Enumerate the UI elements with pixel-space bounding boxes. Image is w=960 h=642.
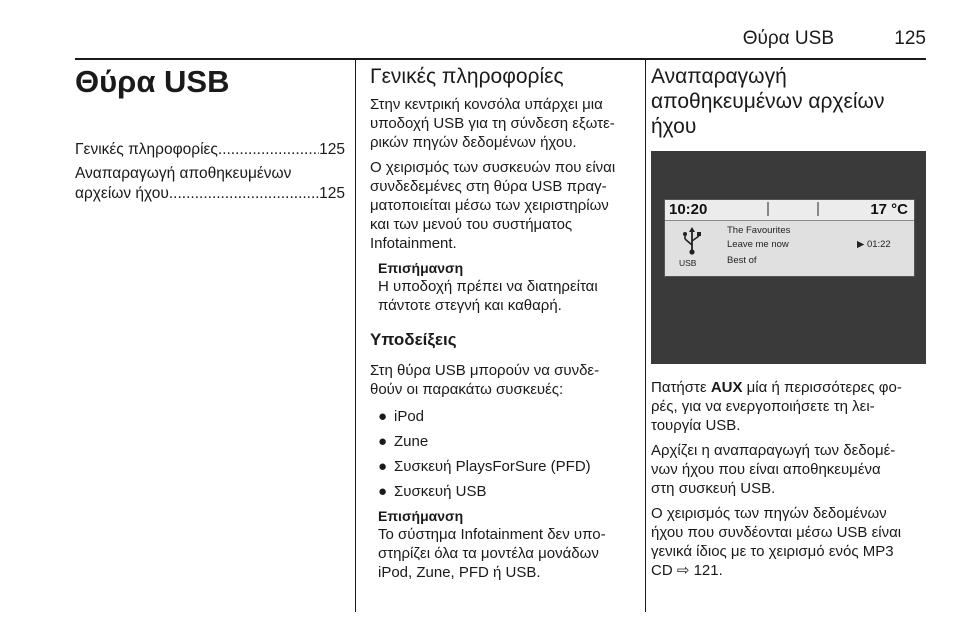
subsection-heading: Υποδείξεις (370, 330, 457, 349)
device-list (370, 407, 635, 501)
source-label: USB (679, 258, 697, 268)
page-number: 125 (894, 28, 926, 49)
list-item: ● Συσκευή PlaysForSure (PFD) (378, 458, 591, 475)
playback-time: ▶ 01:22 (857, 239, 891, 250)
display-screen (664, 199, 915, 277)
column-playback (651, 64, 926, 580)
page-header (75, 24, 926, 60)
page-reference[interactable]: CD ⇨ 121. (651, 562, 723, 579)
chapter-title: Θύρα USB (75, 64, 230, 99)
column-toc (75, 64, 345, 204)
toc-entry-label: αρχείων ήχου (75, 185, 169, 202)
list-item: ● Συσκευή USB (378, 483, 487, 500)
note-box (378, 507, 635, 582)
toc-entry-general[interactable] (75, 140, 345, 160)
note-text: Το σύστημα Infotainment δεν υπο- στηρίζει όλα τα μοντέλα μονάδων iPod, Zune, PFD ή USB. (378, 526, 606, 581)
toc-entry-label: Αναπαραγωγή αποθηκευμένων (75, 165, 292, 182)
paragraph: Στη θύρα USB μπορούν να συνδε- θούν οι παρακάτω συσκευές: (370, 362, 600, 398)
toc-leader-dots (169, 184, 319, 204)
usb-icon (681, 227, 703, 255)
toc-entry-page: 125 (319, 141, 345, 158)
track-list-area (665, 221, 914, 276)
track-item: Best of (727, 255, 757, 266)
note-heading: Επισήμανση (378, 260, 464, 276)
paragraph: Ο χειρισμός των συσκευών που είναι συνδεδεμένες στη θύρα USB πραγ- ματοποιείται μέσω των χειριστηρίων και των μενού του συστήματος Infotainment. (370, 159, 616, 252)
list-item: ● iPod (378, 408, 425, 425)
header-section-title: Θύρα USB (742, 28, 834, 49)
column-general-info (370, 64, 635, 582)
paragraph: Στην κεντρική κονσόλα υπάρχει μια υποδοχή USB για τη σύνδεση εξωτε- ρικών πηγών δεδομένων ήχου. (370, 96, 615, 151)
note-text: Η υποδοχή πρέπει να διατηρείται πάντοτε στεγνή και καθαρή. (378, 278, 598, 314)
infotainment-display-illustration (651, 151, 926, 364)
temperature: 17 °C (870, 201, 908, 218)
section-heading: Γενικές πληροφορίες (370, 65, 564, 88)
clock: 10:20 (669, 201, 708, 218)
list-item: ● Zune (378, 433, 429, 450)
toc-leader-dots (218, 140, 319, 160)
track-item: The Favourites (727, 225, 791, 236)
note-box (378, 259, 635, 315)
toc-entry-playback[interactable] (75, 164, 345, 204)
column-divider (355, 58, 356, 612)
toc-entry-label: Γενικές πληροφορίες (75, 141, 218, 158)
column-divider (645, 58, 646, 612)
toc-entry-page: 125 (319, 185, 345, 202)
paragraph: Πατήστε AUX μία ή περισσότερες φο- ρές, για να ενεργοποιήσετε τη λει- τουργία USB. (651, 379, 902, 434)
section-heading: Αναπαραγωγή αποθηκευμένων αρχείων ήχου (651, 65, 885, 138)
table-of-contents (75, 140, 345, 204)
track-item: Leave me now (727, 239, 789, 250)
paragraph: Αρχίζει η αναπαραγωγή των δεδομέ- νων ήχου που είναι αποθηκευμένα στη συσκευή USB. (651, 442, 896, 497)
note-heading: Επισήμανση (378, 508, 464, 524)
status-bar (665, 200, 914, 221)
aux-key: AUX (710, 379, 743, 396)
paragraph: Ο χειρισμός των πηγών δεδομένων ήχου που συνδέονται μέσω USB είναι γενικά ίδιος με το χειρισμό ενός MP3 CD ⇨ 121. (651, 505, 902, 579)
